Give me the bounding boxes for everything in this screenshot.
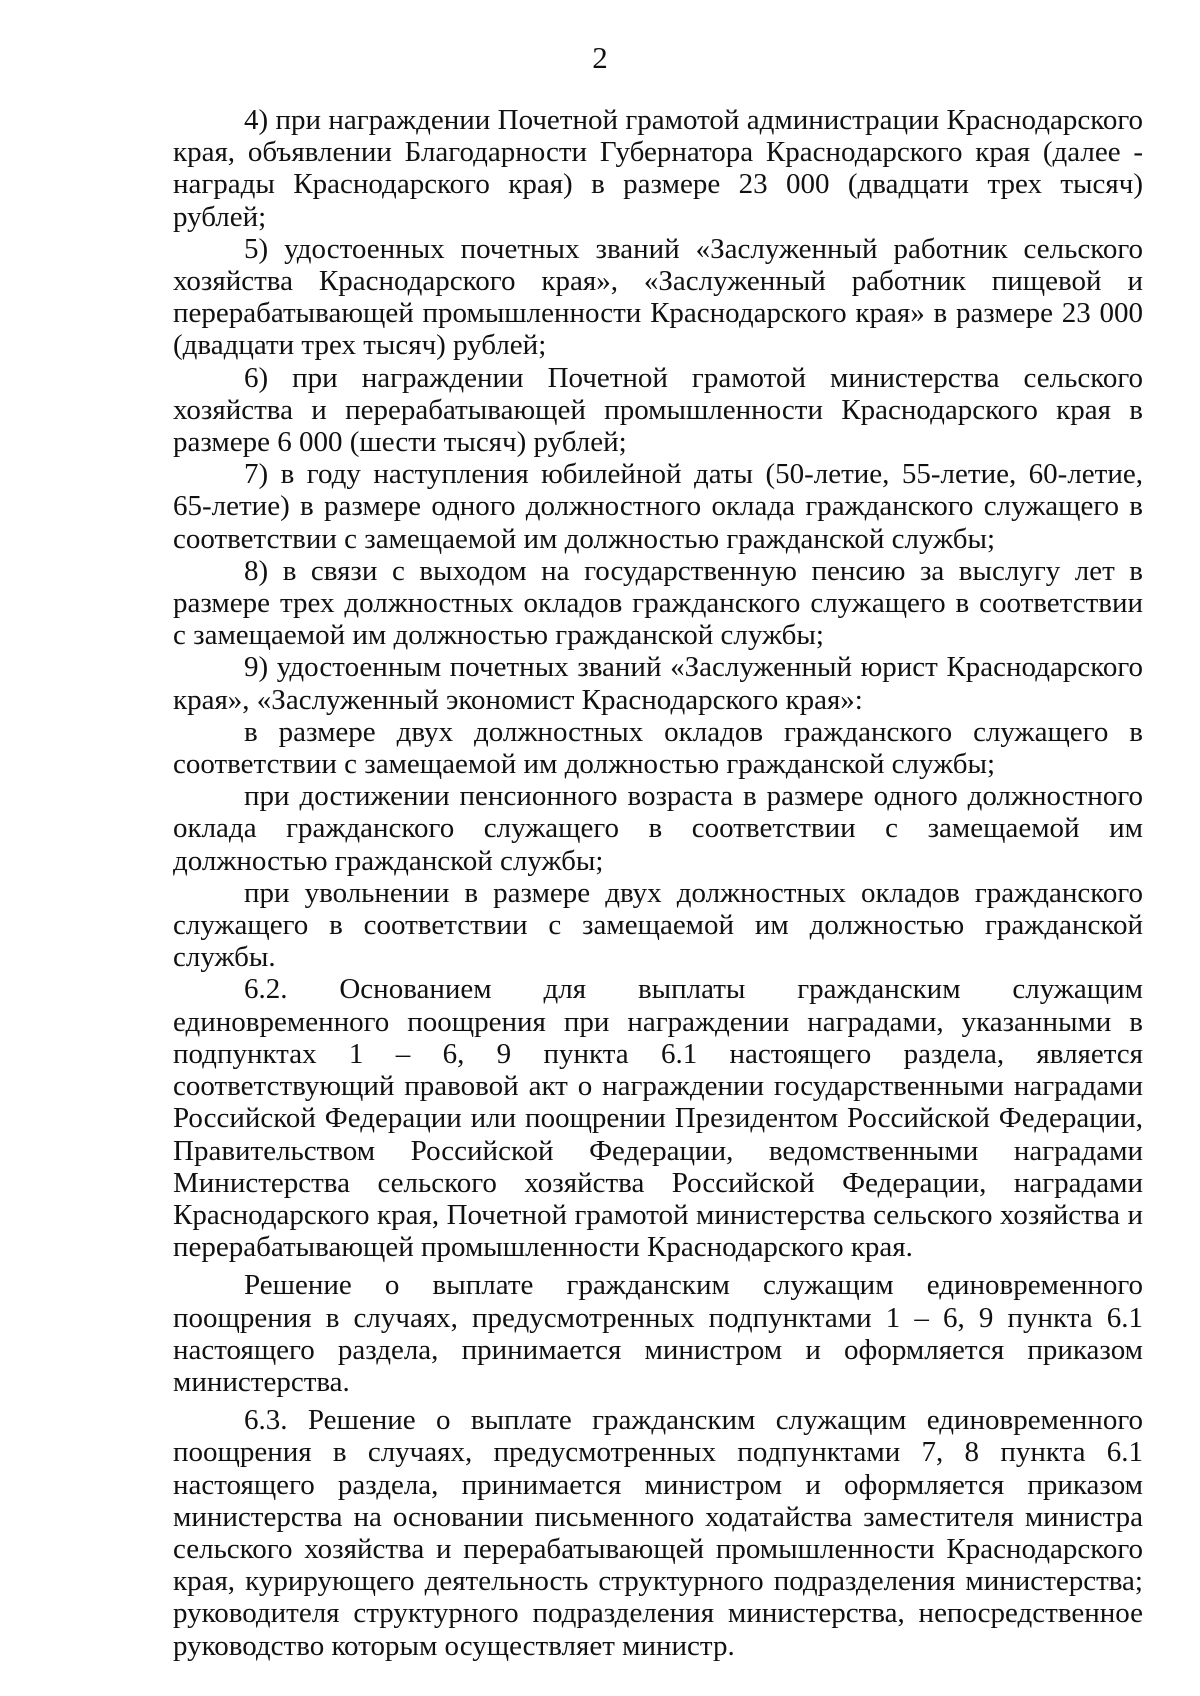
paragraph-6-3: 6.3. Решение о выплате гражданским служащим единовременного поощрения в случаях, предусмотренных подпунктами 7, 8 пункта 6.1 настоящего раздела, принимается министром и оформляется приказом министерства на основании письменного ходатайства заместителя министра сельского хозяйства и перерабатывающей промышленности Краснодарского края, курирующего деятельность структурного подразделения министерства; руководителя структурного подразделения министерства, непосредственное руководство которым осуществляет министр. [173, 1404, 1143, 1662]
paragraph-item-4: 4) при награждении Почетной грамотой администрации Краснодарского края, объявлении Благодарности Губернатора Краснодарского края (далее - награды Краснодарского края) в размере 23 000 (двадцати трех тысяч) рублей; [173, 104, 1143, 233]
paragraph-item-5: 5) удостоенных почетных званий «Заслуженный работник сельского хозяйства Краснодарского края», «Заслуженный работник пищевой и перерабатывающей промышленности Краснодарского края» в размере 23 000 (двадцати трех тысяч) рублей; [173, 232, 1143, 362]
paragraph-item-9: 9) удостоенным почетных званий «Заслуженный юрист Краснодарского края», «Заслуженный экономист Краснодарского края»: [173, 651, 1143, 716]
paragraph-item-9-case-pension: при достижении пенсионного возраста в размере одного должностного оклада гражданского служащего в соответствии с замещаемой им должностью гражданской службы; [173, 780, 1143, 877]
paragraph-item-9-case-dismissal: при увольнении в размере двух должностных окладов гражданского служащего в соответствии с замещаемой им должностью гражданской службы. [173, 876, 1143, 974]
paragraph-item-8: 8) в связи с выходом на государственную пенсию за выслугу лет в размере трех должностных окладов гражданского служащего в соответствии с замещаемой им должностью гражданской службы; [173, 554, 1143, 652]
paragraph-item-9-case-titles: в размере двух должностных окладов гражданского служащего в соответствии с замещаемой им должностью гражданской службы; [173, 715, 1143, 781]
paragraph-6-2: 6.2. Основанием для выплаты гражданским служащим единовременного поощрения при награждении наградами, указанными в подпунктах 1 – 6, 9 пункта 6.1 настоящего раздела, является соответствующий правовой акт о награждении государственными наградами Российской Федерации или поощрении Президентом Российской Федерации, Правительством Российской Федерации, ведомственными наградами Министерства сельского хозяйства Российской Федерации, наградами Краснодарского края, Почетной грамотой министерства сельского хозяйства и перерабатывающей промышленности Краснодарского края. [173, 973, 1143, 1264]
paragraph-6-2-decision: Решение о выплате гражданским служащим единовременного поощрения в случаях, предусмотренных подпунктами 1 – 6, 9 пункта 6.1 настоящего раздела, принимается министром и оформляется приказом министерства. [173, 1269, 1143, 1398]
paragraph-item-6: 6) при награждении Почетной грамотой министерства сельского хозяйства и перерабатывающей промышленности Краснодарского края в размере 6 000 (шести тысяч) рублей; [173, 361, 1143, 459]
document-body [173, 104, 1143, 1662]
page-number: 2 [592, 40, 608, 75]
paragraph-item-7: 7) в году наступления юбилейной даты (50-летие, 55-летие, 60-летие, 65-летие) в размере одного должностного оклада гражданского служащего в соответствии с замещаемой им должностью гражданской службы; [173, 458, 1143, 555]
